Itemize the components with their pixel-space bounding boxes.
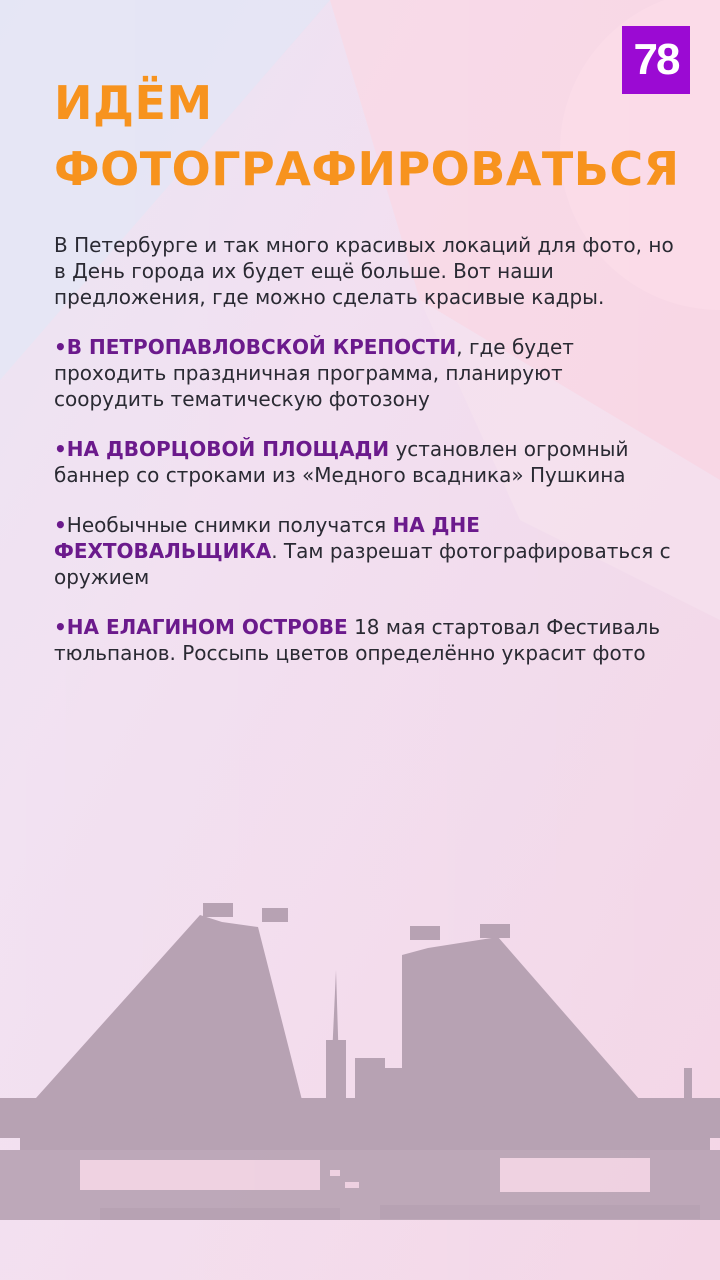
item-text: . Там разрешат фотографироваться с оружием (54, 539, 671, 589)
item-text: установлен огромный баннер со строками из «Медного всадника» Пушкина (54, 437, 629, 487)
intro-paragraph: В Петербурге и так много красивых локаций для фото, но в День города их будет ещё больше. Вот наши предложения, где можно сделать красивые кадры. (54, 233, 674, 309)
bullet-marker: • (54, 335, 67, 359)
title-line-2: ФОТОГРАФИРОВАТЬСЯ (54, 142, 680, 196)
highlight-text: В ПЕТРОПАВЛОВСКОЙ КРЕПОСТИ (66, 335, 457, 359)
bullet-marker: • (54, 437, 67, 461)
list-item-elagin-island (54, 614, 674, 666)
title-line-1: ИДЁМ (54, 76, 213, 130)
highlight-text: НА ДВОРЦОВОЙ ПЛОЩАДИ (66, 437, 390, 461)
highlight-text: НА ЕЛАГИНОМ ОСТРОВЕ (66, 615, 348, 639)
item-text: , где будет проходить праздничная программа, планируют соорудить тематическую фотозону (54, 335, 574, 411)
bullet-marker: • (54, 615, 67, 639)
bullet-marker: • (54, 513, 67, 537)
page-title (54, 70, 694, 202)
article-body (54, 232, 674, 690)
highlight-text: НА ДНЕ ФЕХТОВАЛЬЩИКА (54, 513, 480, 563)
list-item-peter-paul (54, 334, 674, 412)
list-item-palace-square (54, 436, 674, 488)
channel-logo: 78 (622, 26, 690, 94)
list-item-fencer-day (54, 512, 674, 590)
item-text-before: Необычные снимки получатся (66, 513, 393, 537)
item-text: 18 мая стартовал Фестиваль тюльпанов. Россыпь цветов определённо украсит фото (54, 615, 661, 665)
